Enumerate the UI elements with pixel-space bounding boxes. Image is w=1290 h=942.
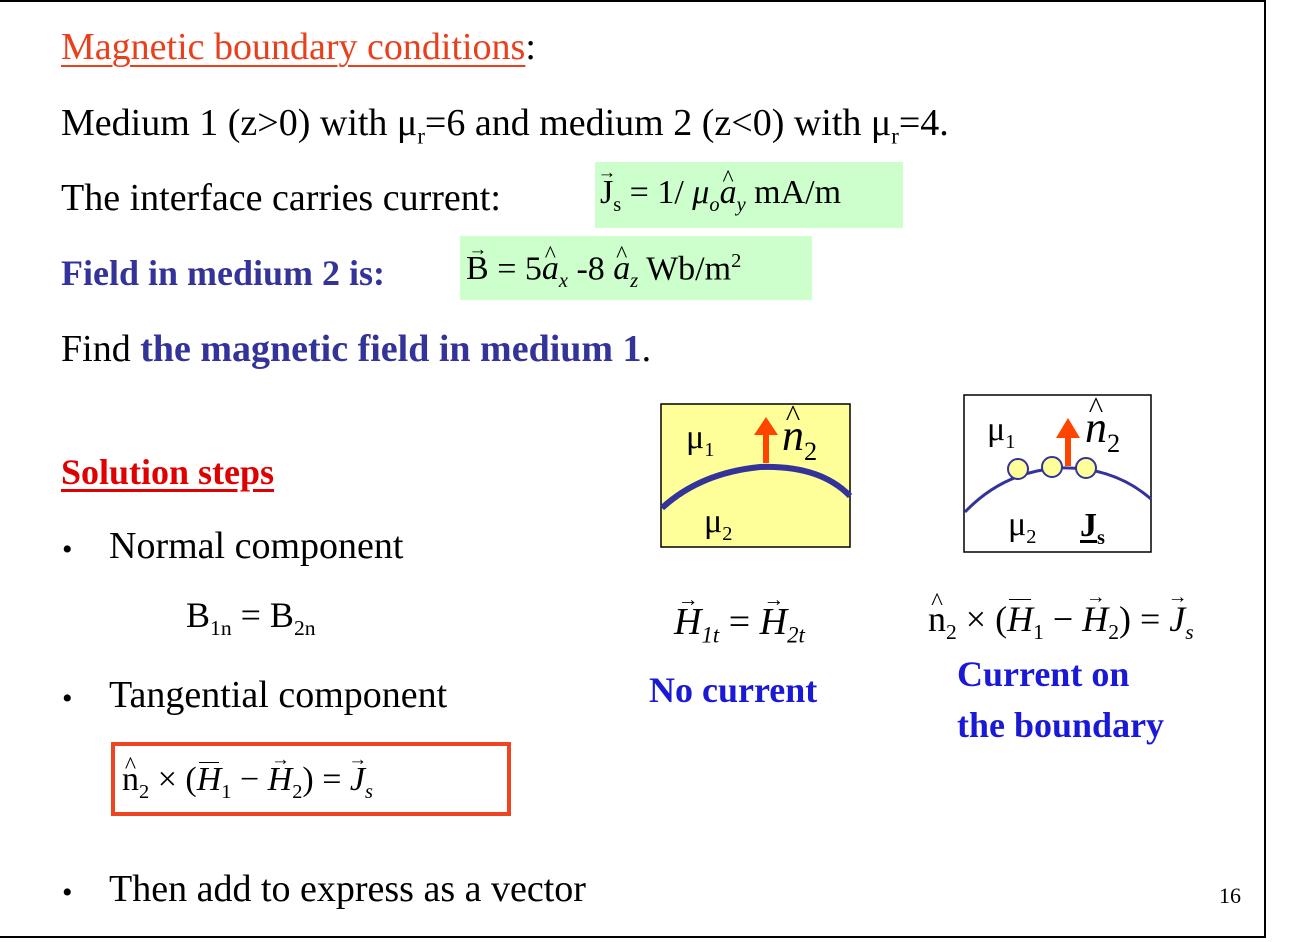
find-start: Find <box>61 328 141 370</box>
js-mu: μ <box>692 174 710 211</box>
left-mu1-label <box>686 419 714 462</box>
right-mu2-sub: 2 <box>1026 525 1037 548</box>
b-ax: ^ a <box>542 250 559 288</box>
te-h2-sub: 2t <box>787 622 805 648</box>
b-unit: Wb/m <box>638 250 732 288</box>
current-dot-2 <box>1042 457 1062 477</box>
bullet-normal: • <box>62 533 73 566</box>
be-n-sub: 2 <box>139 780 150 803</box>
b-ax-sub: x <box>558 270 568 293</box>
left-mu1-sub: 1 <box>704 438 715 461</box>
cbe-h2: → H <box>1082 598 1108 640</box>
normal-equation <box>186 594 316 641</box>
right-mu1: μ <box>987 411 1006 448</box>
page-number: 16 <box>1219 883 1241 908</box>
current-caption-line1: Current on <box>957 654 1130 694</box>
right-normal-label <box>1085 402 1120 459</box>
line1-sub1: r <box>417 123 425 149</box>
be-times: × ( <box>149 761 197 798</box>
field-equation <box>466 250 741 293</box>
cbe-h1-sub: 1 <box>1033 620 1044 645</box>
left-mu2: μ <box>704 503 723 540</box>
cbe-h2-sub: 2 <box>1108 620 1119 645</box>
current-caption-line2: the boundary <box>957 705 1165 745</box>
be-minus: − <box>231 761 268 798</box>
be-n: ^ n <box>122 761 139 799</box>
left-mu2-label <box>704 503 732 546</box>
line1-mid: =6 and medium 2 (z<0) with μ <box>424 102 892 144</box>
bullet-vector: • <box>62 876 73 909</box>
right-mu1-sub: 1 <box>1005 430 1016 453</box>
current-boundary-equation <box>928 598 1194 645</box>
be-j: → J <box>350 761 365 799</box>
be-j-sub: s <box>365 780 373 803</box>
right-n-sub: 2 <box>1107 427 1121 458</box>
boundary-equation <box>122 761 373 804</box>
cbe-h1: H <box>1007 599 1034 639</box>
current-dot-3 <box>1076 458 1096 478</box>
te-eq: = <box>719 601 760 643</box>
surface-current-equation <box>600 174 841 217</box>
b2n-sub: 2n <box>293 616 316 641</box>
te-h1: → H <box>674 600 701 644</box>
field-label: Field in medium 2 is: <box>61 253 386 293</box>
te-h1-sub: 1t <box>701 622 720 648</box>
cbe-times: × ( <box>956 599 1008 639</box>
title-colon: : <box>525 26 536 68</box>
be-h1: H <box>196 761 222 798</box>
b-symbol: → B <box>466 250 489 288</box>
cbe-minus: − <box>1043 599 1083 639</box>
b-az: ^ a <box>613 250 630 288</box>
problem-line-media <box>61 104 949 148</box>
right-js-label <box>1080 507 1105 550</box>
be-h2: → H <box>268 761 293 799</box>
left-n-hat: ^ n <box>782 410 804 461</box>
bullet-tangential: • <box>62 682 73 715</box>
line1-start: Medium 1 (z>0) with μ <box>61 102 418 144</box>
find-emphasis: the magnetic field in medium 1 <box>140 328 642 370</box>
js-unit-vector: ^ a <box>720 174 737 212</box>
line1-end: =4. <box>898 102 949 144</box>
js-unit-vector-sub: y <box>736 193 746 216</box>
b2n: B <box>269 595 294 635</box>
right-js: J <box>1080 507 1097 544</box>
b-rhs: = 5 <box>488 250 542 288</box>
problem-line-current <box>61 179 501 217</box>
left-mu2-sub: 2 <box>722 522 733 545</box>
vector-step-label: Then add to express as a vector <box>109 868 586 910</box>
cbe-n-sub: 2 <box>946 620 957 645</box>
be-close: ) = <box>302 761 350 798</box>
left-n-sub: 2 <box>804 435 818 466</box>
js-mu-sub: o <box>709 193 720 216</box>
b1n-sub: 1n <box>210 616 232 641</box>
current-dot-1 <box>1008 459 1028 479</box>
b-az-sub: z <box>630 270 639 293</box>
problem-line-find <box>61 330 651 368</box>
b-unit-sup: 2 <box>731 250 742 272</box>
b-mid: -8 <box>567 250 614 288</box>
tangential-component-label: Tangential component <box>109 674 448 716</box>
cbe-j: → J <box>1169 598 1185 640</box>
left-mu1: μ <box>686 419 705 456</box>
line2-text: The interface carries current: <box>61 177 501 219</box>
slide-title <box>61 28 536 66</box>
cbe-j-sub: s <box>1185 620 1194 645</box>
solution-steps-heading: Solution steps <box>61 452 275 492</box>
no-current-caption: No current <box>649 670 818 710</box>
be-h2-sub: 2 <box>292 780 303 803</box>
cbe-n: ^ n <box>928 598 946 640</box>
right-n-hat: ^ n <box>1085 402 1107 453</box>
js-rhs: = 1/ <box>621 174 693 211</box>
b1n: B <box>186 595 211 635</box>
line1-sub2: r <box>891 123 899 149</box>
find-end: . <box>641 328 652 370</box>
cbe-close: ) = <box>1119 599 1170 639</box>
right-mu1-label <box>987 411 1015 454</box>
js-symbol: → J <box>600 174 613 212</box>
be-h1-sub: 1 <box>221 780 232 803</box>
problem-line-field <box>61 255 385 291</box>
tangential-equation <box>674 600 805 649</box>
right-mu2-label <box>1008 506 1036 549</box>
title-text: Magnetic boundary conditions <box>61 26 526 68</box>
js-sub: s <box>613 193 622 216</box>
right-js-sub: s <box>1097 526 1105 549</box>
te-h2: → H <box>760 600 787 644</box>
left-normal-label <box>782 410 817 467</box>
right-mu2: μ <box>1008 506 1027 543</box>
normal-component-label: Normal component <box>109 525 404 567</box>
normal-eq-sign: = <box>231 595 270 635</box>
js-unit: mA/m <box>745 174 842 211</box>
